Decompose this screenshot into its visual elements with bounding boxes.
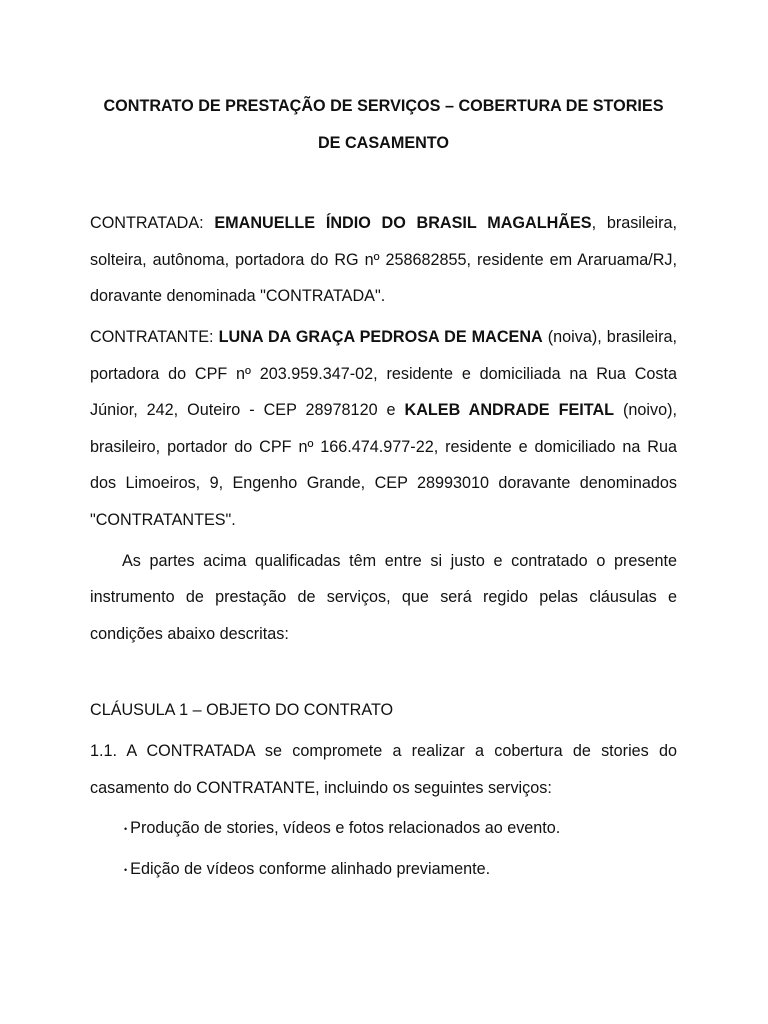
bullet-text: Produção de stories, vídeos e fotos relacionados ao evento. (130, 819, 561, 838)
title-line-2: DE CASAMENTO (317, 133, 449, 152)
clause-1-bullet (124, 810, 677, 847)
contratada-paragraph (90, 205, 677, 315)
bullet-text: Edição de vídeos conforme alinhado previamente. (130, 860, 491, 879)
contratada-label: CONTRATADA: (90, 214, 215, 233)
contratada-name: EMANUELLE ÍNDIO DO BRASIL MAGALHÃES (214, 214, 592, 233)
intro-paragraph: As partes acima qualificadas têm entre si justo e contratado o presente instrumento de prestação de serviços, que será regido pelas cláusulas e condições abaixo descritas: (90, 551, 677, 643)
contratante-label: CONTRATANTE: (90, 327, 219, 346)
clause-1-bullet (124, 851, 677, 888)
contratante-paragraph (90, 319, 677, 539)
document-page (90, 88, 677, 888)
contratada-text: , brasileira, solteira, autônoma, portadora do RG nº 258682855, residente em Araruama/RJ, doravante denominada "CONTRATADA". (90, 214, 677, 306)
clause-1-heading: CLÁUSULA 1 – OBJETO DO CONTRATO (90, 701, 394, 720)
contratante-text-2: (noivo), brasileiro, portador do CPF nº 166.474.977-22, residente e domiciliado na Rua dos Limoeiros, 9, Engenho Grande, CEP 28993010 doravante denominados "CONTRATANTES". (90, 401, 677, 529)
contratante-text-1: (noiva), brasileira, portadora do CPF nº 203.959.347-02, residente e domiciliada na Rua Costa Júnior, 242, Outeiro - CEP 28978120 e (90, 327, 677, 420)
bullet-icon: • (124, 823, 128, 834)
clause-1-item-1: 1.1. A CONTRATADA se compromete a realizar a cobertura de stories do casamento do CONTRATANTE, incluindo os seguintes serviços: (90, 741, 677, 797)
contratante-name-2: KALEB ANDRADE FEITAL (404, 401, 615, 420)
bullet-icon: • (124, 864, 128, 875)
contratante-name-1: LUNA DA GRAÇA PEDROSA DE MACENA (218, 327, 543, 346)
title-line-1: CONTRATO DE PRESTAÇÃO DE SERVIÇOS – COBERTURA DE STORIES (103, 97, 664, 115)
